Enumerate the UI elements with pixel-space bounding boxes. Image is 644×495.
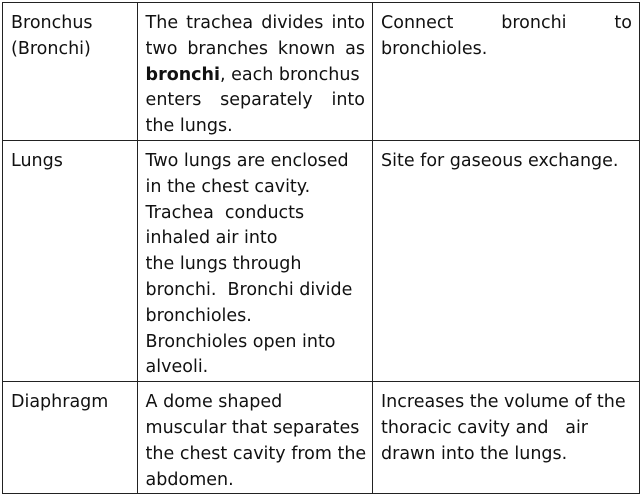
description-line: bronchi. Bronchi divide <box>145 279 353 300</box>
function-line: Site for gaseous exchange. <box>381 150 619 171</box>
function-line: Connect bronchi to <box>381 13 632 33</box>
organ-name-plural: (Bronchi) <box>11 38 91 59</box>
bold-term: bronchi <box>145 64 221 85</box>
function-line: drawn into the lungs. <box>381 443 568 464</box>
function-line: thoracic cavity and air <box>381 417 588 438</box>
description-line: alveoli. <box>145 357 209 378</box>
description-line: abdomen. <box>145 469 234 490</box>
table-row <box>3 3 640 141</box>
table-row <box>3 140 640 381</box>
function-cell <box>373 140 640 381</box>
description-line: bronchioles. <box>145 305 252 326</box>
description-line: the lungs. <box>145 116 233 137</box>
respiratory-organs-table <box>2 2 640 494</box>
description-line: Trachea conducts <box>145 202 305 223</box>
description-cell <box>137 382 372 494</box>
organ-name: Bronchus <box>11 13 93 33</box>
organ-cell <box>3 140 138 381</box>
function-cell <box>373 382 640 494</box>
function-line: Increases the volume of the <box>381 392 626 413</box>
description-line: muscular that separates <box>145 417 360 438</box>
description-line: in the chest cavity. <box>145 176 311 197</box>
description-line: A dome shaped <box>145 392 283 413</box>
description-line-with-term <box>146 63 365 89</box>
function-line: bronchioles. <box>381 38 488 59</box>
table-row <box>3 382 640 494</box>
description-line: Bronchioles open into <box>145 331 336 352</box>
description-cell <box>137 3 372 141</box>
description-line-rest: , each bronchus <box>220 64 360 85</box>
function-cell <box>373 3 640 141</box>
description-line: two branches known as <box>145 38 366 59</box>
description-line: inhaled air into <box>145 228 278 249</box>
description-line: the chest cavity from the <box>145 443 367 464</box>
description-line: enters separately into <box>145 90 366 111</box>
description-line: The trachea divides into <box>145 13 366 33</box>
organ-cell <box>3 3 138 141</box>
description-line: the lungs through <box>145 254 302 275</box>
organ-name: Diaphragm <box>11 392 109 413</box>
organ-name: Lungs <box>11 150 63 171</box>
description-line: Two lungs are enclosed <box>145 150 349 171</box>
organ-cell <box>3 382 138 494</box>
description-cell <box>137 140 372 381</box>
